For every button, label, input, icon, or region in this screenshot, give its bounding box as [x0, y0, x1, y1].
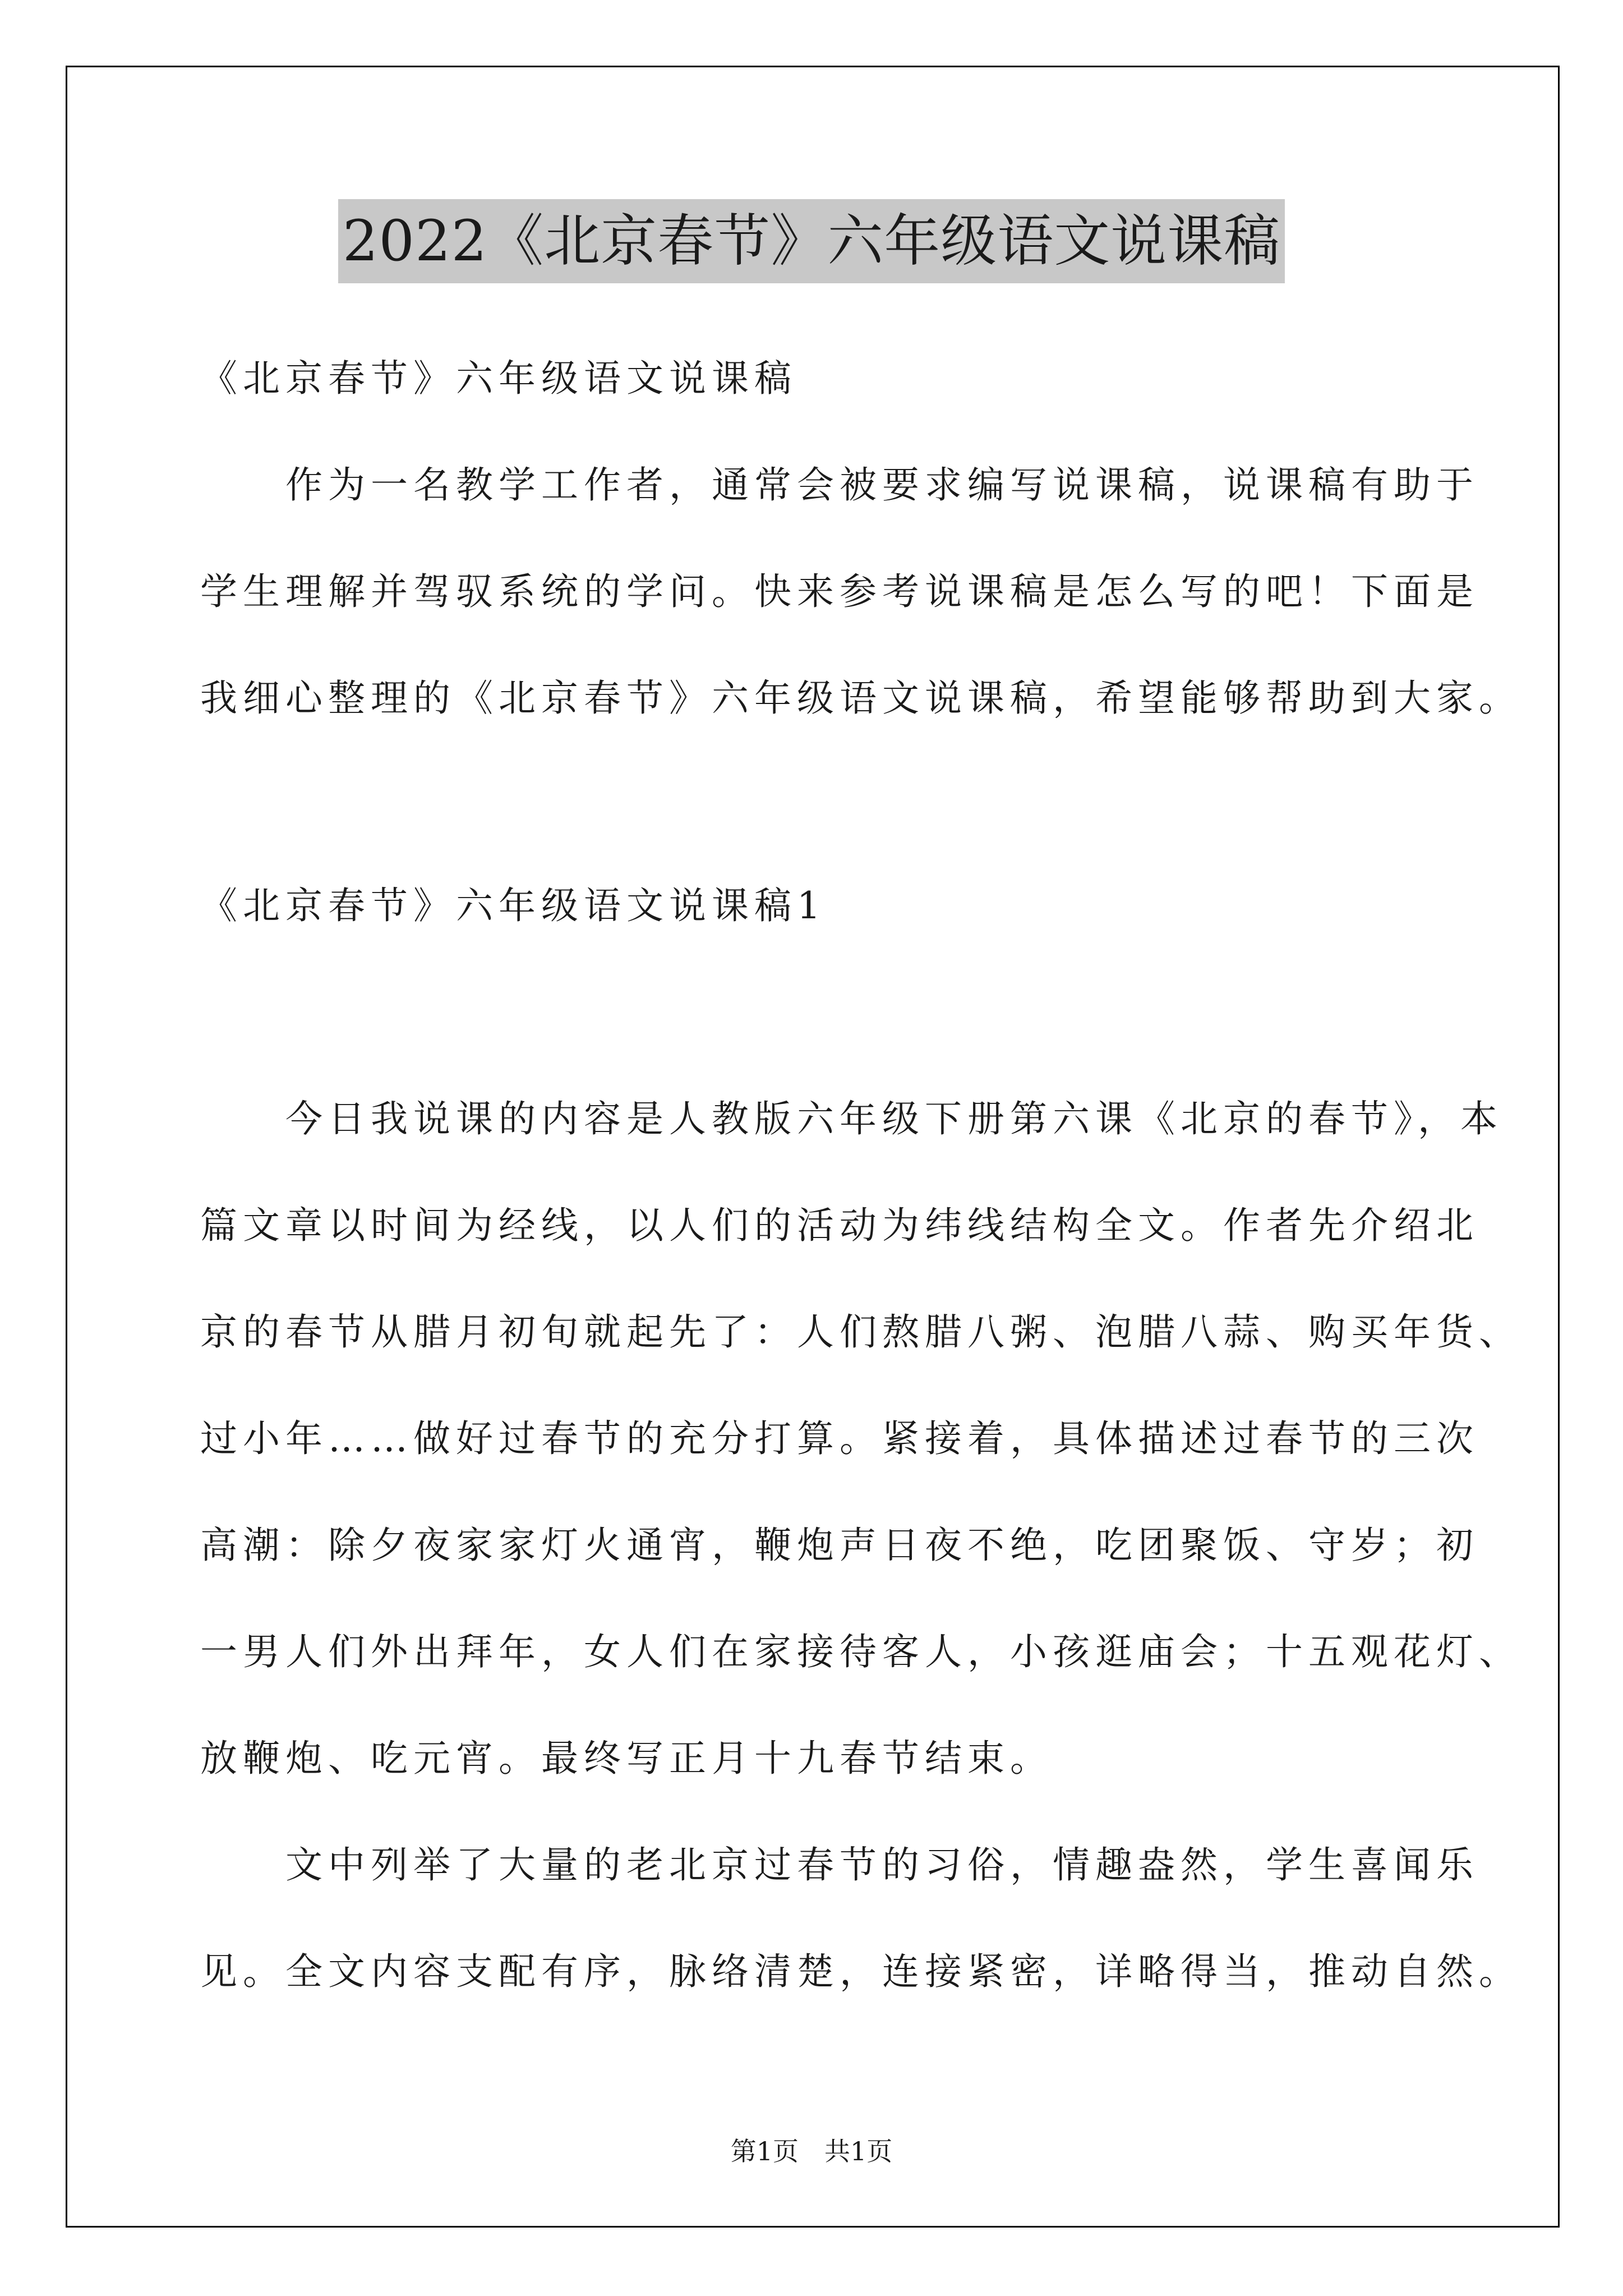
body-line-8: 文中列举了大量的老北京过春节的习俗，情趣盎然，学生喜闻乐	[200, 1843, 1479, 1887]
subtitle-line: 《北京春节》六年级语文说课稿	[200, 357, 797, 400]
body-line-4: 过小年……做好过春节的充分打算。紧接着，具体描述过春节的三次	[200, 1417, 1479, 1460]
body-line-2: 篇文章以时间为经线，以人们的活动为纬线结构全文。作者先介绍北	[200, 1204, 1479, 1247]
intro-line-2: 学生理解并驾驭系统的学问。快来参考说课稿是怎么写的吧！下面是	[200, 570, 1479, 613]
body-line-5: 高潮：除夕夜家家灯火通宵，鞭炮声日夜不绝，吃团聚饭、守岁；初	[200, 1524, 1479, 1567]
intro-line-1: 作为一名教学工作者，通常会被要求编写说课稿，说课稿有助于	[200, 463, 1479, 507]
body-line-7: 放鞭炮、吃元宵。最终写正月十九春节结束。	[200, 1737, 1053, 1780]
body-line-6: 一男人们外出拜年，女人们在家接待客人，小孩逛庙会；十五观花灯、	[200, 1630, 1521, 1673]
body-line-3: 京的春节从腊月初旬就起先了：人们熬腊八粥、泡腊八蒜、购买年货、	[200, 1310, 1521, 1354]
body-line-9: 见。全文内容支配有序，脉络清楚，连接紧密，详略得当，推动自然。	[200, 1950, 1521, 1993]
section-heading: 《北京春节》六年级语文说课稿1	[200, 884, 826, 927]
document-title: 2022《北京春节》六年级语文说课稿	[338, 199, 1285, 283]
page-footer: 第1页 共1页	[730, 2136, 893, 2166]
intro-line-3: 我细心整理的《北京春节》六年级语文说课稿，希望能够帮助到大家。	[200, 677, 1521, 720]
title-container	[0, 199, 1623, 283]
body-line-1: 今日我说课的内容是人教版六年级下册第六课《北京的春节》，本	[200, 1097, 1503, 1140]
